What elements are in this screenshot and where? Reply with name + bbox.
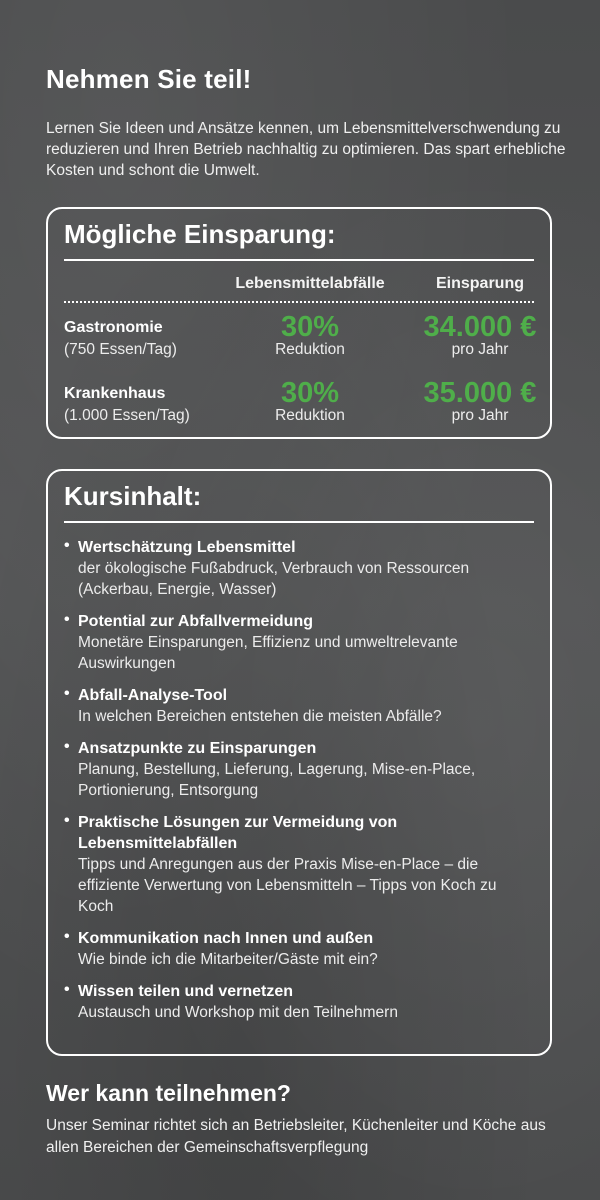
- topic-title: Potential zur Abfallvermeidung: [78, 613, 313, 630]
- row-savings-amount: 35.000 €: [423, 377, 537, 409]
- bullet-icon: •: [64, 738, 70, 755]
- savings-row-krankenhaus: [48, 377, 550, 437]
- list-item: [64, 812, 534, 917]
- intro-text: Lernen Sie Ideen und Ansätze kennen, um Lebensmittelverschwendung zu reduzieren und Ihren Betrieb nachhaltig zu optimieren. Das spart erhebliche Kosten und schont die Umwelt.: [46, 120, 566, 179]
- row-reduction-percent: 30%: [280, 377, 340, 409]
- bullet-icon: •: [64, 812, 70, 829]
- topic-title: Wissen teilen und vernetzen: [78, 983, 294, 1000]
- list-item: [64, 981, 534, 1023]
- course-topic-list: [64, 537, 534, 1034]
- topic-description: Monetäre Einsparungen, Effizienz und umweltrelevante Auswirkungen: [78, 634, 458, 672]
- row-reduction-label: Reduktion: [275, 341, 345, 358]
- course-title: Kursinhalt:: [64, 481, 202, 511]
- course-title-rule: [64, 521, 534, 523]
- row-savings-period: pro Jahr: [451, 341, 509, 358]
- column-header-savings: Einsparung: [435, 275, 524, 292]
- savings-title-rule: [64, 259, 534, 261]
- bullet-icon: •: [64, 981, 70, 998]
- topic-title: Wertschätzung Lebensmittel: [78, 539, 296, 556]
- savings-title: Mögliche Einsparung:: [64, 219, 336, 249]
- list-item: [64, 685, 534, 727]
- page-title: Nehmen Sie teil!: [46, 64, 252, 94]
- row-reduction-percent: 30%: [280, 311, 340, 343]
- row-name: Krankenhaus: [64, 385, 166, 402]
- row-savings-amount: 34.000 €: [423, 311, 537, 343]
- topic-description: Wie binde ich die Mitarbeiter/Gäste mit ein?: [78, 951, 378, 968]
- row-name: Gastronomie: [64, 319, 163, 336]
- topic-title: Abfall-Analyse-Tool: [78, 687, 228, 704]
- course-content-panel: [46, 469, 552, 1056]
- row-savings-period: pro Jahr: [451, 407, 509, 424]
- bullet-icon: •: [64, 611, 70, 628]
- savings-panel: [46, 207, 552, 439]
- row-meals: (750 Essen/Tag): [64, 341, 177, 358]
- row-meals: (1.000 Essen/Tag): [64, 407, 190, 424]
- column-header-waste: Lebensmittelabfälle: [235, 275, 385, 292]
- savings-header-divider: [64, 301, 534, 303]
- list-item: [64, 611, 534, 674]
- savings-row-gastronomie: [48, 311, 550, 371]
- list-item: [64, 928, 534, 970]
- bullet-icon: •: [64, 685, 70, 702]
- list-item: [64, 738, 534, 801]
- bullet-icon: •: [64, 537, 70, 554]
- topic-description: Planung, Bestellung, Lieferung, Lagerung, Mise-en-Place, Portionierung, Entsorgung: [78, 761, 476, 799]
- bullet-icon: •: [64, 928, 70, 945]
- topic-title: Ansatzpunkte zu Einsparungen: [78, 740, 317, 757]
- audience-heading: Wer kann teilnehmen?: [46, 1080, 291, 1106]
- topic-title: Kommunikation nach Innen und außen: [78, 930, 374, 947]
- topic-description: In welchen Bereichen entstehen die meisten Abfälle?: [78, 708, 442, 725]
- topic-description: Austausch und Workshop mit den Teilnehmern: [78, 1004, 398, 1021]
- topic-title: Praktische Lösungen zur Vermeidung von Lebensmittelabfällen: [78, 814, 398, 852]
- list-item: [64, 537, 534, 600]
- topic-description: der ökologische Fußabdruck, Verbrauch von Ressourcen (Ackerbau, Energie, Wasser): [78, 560, 470, 598]
- audience-text: Unser Seminar richtet sich an Betriebsleiter, Küchenleiter und Köche aus allen Bereichen der Gemeinschaftsverpflegung: [46, 1117, 546, 1156]
- topic-description: Tipps und Anregungen aus der Praxis Mise-en-Place – die effiziente Verwertung von Lebensmitteln – Tipps von Koch zu Koch: [78, 856, 497, 915]
- row-reduction-label: Reduktion: [275, 407, 345, 424]
